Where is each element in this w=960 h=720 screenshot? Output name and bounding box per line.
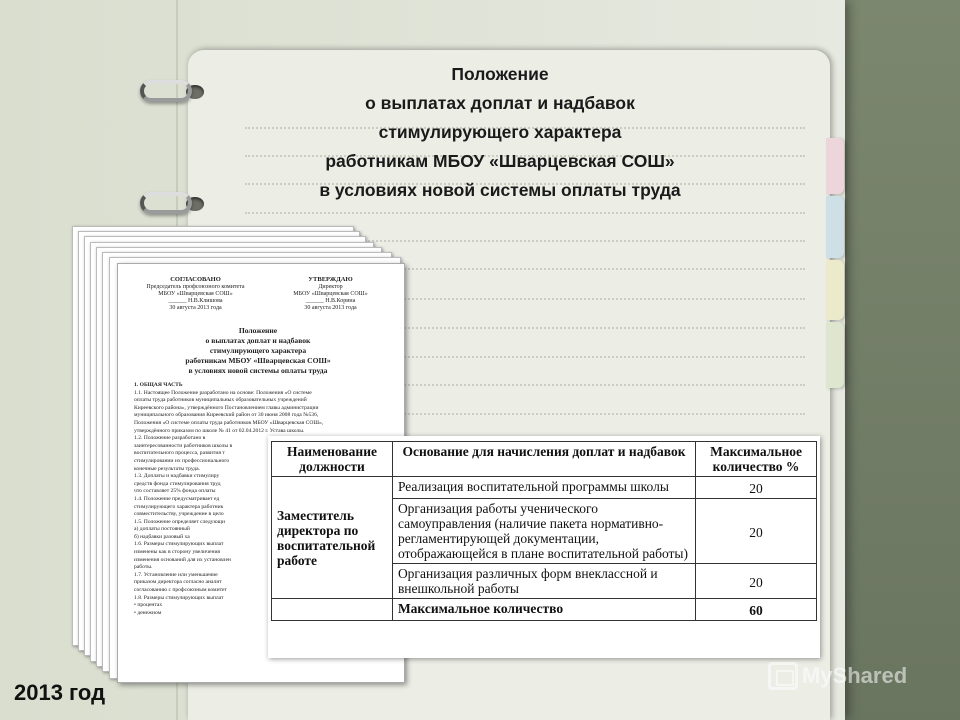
approval-line: Председатель профсоюзного комитета (146, 284, 245, 290)
watermark-logo-icon (768, 662, 798, 690)
index-tab-yellow[interactable] (826, 260, 844, 320)
bonus-table-card (268, 436, 820, 658)
document-body-line: 1.6. Размеры стимулирующих выплат (134, 541, 224, 548)
year-label: 2013 год (14, 680, 106, 705)
title-line: в условиях новой системы оплаты труда (319, 180, 681, 200)
table-header-row (272, 442, 817, 477)
approval-title: УТВЕРЖДАЮ (308, 276, 353, 283)
title-line: о выплатах доплат и надбавок (365, 93, 635, 113)
document-body-line: конечные результаты труда. (134, 465, 200, 472)
index-tab-green[interactable] (826, 322, 844, 388)
basis-cell: Реализация воспитательной программы школы (392, 477, 695, 499)
document-body-line: что составляет 25% фонда оплаты (134, 488, 216, 495)
document-body-line: стимулирующего характера работник (134, 503, 224, 510)
slide-title (270, 60, 730, 205)
document-body-line: заинтересованности работников школы в (134, 442, 233, 449)
header-basis: Основание для начисления доплат и надбавок (392, 442, 695, 477)
document-body-line: Положения «О системе оплаты труда работников МБОУ «Шварцевская СОШ», (134, 419, 324, 426)
document-body-line: б) надбавки разовый ха (134, 533, 190, 540)
document-title (178, 326, 338, 376)
document-body-line: 1.8. Размеры стимулирующих выплат (134, 594, 224, 601)
table-row (272, 477, 817, 499)
document-body-line: 1.3. Доплаты и надбавки стимулиру (134, 473, 220, 480)
index-tab-blue[interactable] (826, 196, 844, 258)
title-line: стимулирующего характера (378, 122, 622, 142)
document-body-line: Киреевского района», утверждённого Постановлением главы администрации (134, 404, 319, 411)
total-value: 60 (696, 599, 817, 621)
doc-title-line: в условиях новой системы оплаты труда (188, 366, 328, 375)
document-body-line: утверждённого приказом по школе № 41 от 02.04.2012 г. Устава школы. (134, 427, 305, 434)
watermark (768, 658, 907, 694)
doc-title-line: Положение (238, 326, 278, 335)
index-tab-pink[interactable] (826, 138, 844, 194)
approval-line: 30 августа 2013 года (169, 305, 222, 311)
value-cell: 20 (696, 499, 817, 564)
bonus-table (271, 441, 817, 621)
approval-title: СОГЛАСОВАНО (170, 276, 221, 283)
document-body-line: стимулировании их профессионального (134, 457, 230, 464)
approval-block-left (128, 276, 263, 312)
binder-ring-icon (140, 192, 192, 214)
document-body-line: приказом директора согласно аналит (134, 579, 222, 586)
header-position: Наименование должности (272, 442, 393, 477)
document-body-line: 1.1. Настоящее Положение разработано на основе: Положения «О системе (134, 389, 312, 396)
document-body-line: муниципального образования Киреевский район от 30 июня 2008 года №536, (134, 412, 319, 419)
document-body-line: • процентах (134, 602, 163, 609)
ruled-line (245, 212, 805, 214)
watermark-text: MyShared (802, 663, 908, 688)
document-body-line: 1.5. Положение определяет следующи (134, 518, 225, 525)
binder-ring-icon (140, 80, 192, 102)
document-body-line: • денежном (134, 609, 162, 616)
header-max: Максимальное количество % (696, 442, 817, 477)
value-cell: 20 (696, 564, 817, 599)
approval-line: ______ Н.В.Клишова (168, 298, 223, 304)
basis-cell: Организация работы ученического самоуправления (наличие пакета нормативно-регламентирующей документации, отображающейся в плане воспитательной работы) (392, 499, 695, 564)
doc-title-line: стимулирующего характера (209, 346, 307, 355)
document-body-line: изменения оснований для их установлен (134, 556, 231, 563)
document-body-line: работы. (134, 564, 153, 571)
approval-line: ______ Н.В.Корина (305, 298, 356, 304)
document-body-line: 1.7. Установление или уменьшение (134, 571, 218, 578)
document-body-line: изменены как в сторону увеличения (134, 549, 221, 556)
title-line: работникам МБОУ «Шварцевская СОШ» (325, 151, 675, 171)
role-cell: Заместитель директора по воспитательной работе (272, 477, 393, 599)
doc-title-line: о выплатах доплат и надбавок (205, 336, 311, 345)
approval-line: МБОУ «Шварцевская СОШ» (158, 291, 233, 297)
approval-block-right (268, 276, 393, 312)
total-empty-cell (272, 599, 393, 621)
document-body-line: согласованию с профсоюзным комитет (134, 587, 227, 594)
approval-line: Директор (318, 284, 343, 290)
document-body-line: 1.4. Положение предусматривает ед (134, 495, 220, 502)
document-body-line: средств фонда стимулирования труд (134, 480, 221, 487)
document-body-line: оплаты труда работников муниципальных образовательных учреждений (134, 397, 307, 404)
basis-cell: Организация различных форм внеклассной и внешкольной работы (392, 564, 695, 599)
title-line: Положение (451, 64, 549, 84)
approval-line: 30 августа 2013 года (304, 305, 357, 311)
document-body-line: воспитательного процесса, развития т (134, 450, 225, 457)
document-body-line: а) доплаты постоянный (134, 526, 190, 533)
document-body-line: совместительству, учреждение в цело (134, 511, 224, 518)
doc-title-line: работникам МБОУ «Шварцевская СОШ» (185, 356, 331, 365)
value-cell: 20 (696, 477, 817, 499)
approval-line: МБОУ «Шварцевская СОШ» (293, 291, 368, 297)
total-label: Максимальное количество (392, 599, 695, 621)
document-body-line: 1. ОБЩАЯ ЧАСТЬ (134, 382, 183, 388)
document-body-line: 1.2. Положение разработано в (134, 435, 206, 442)
table-total-row (272, 599, 817, 621)
